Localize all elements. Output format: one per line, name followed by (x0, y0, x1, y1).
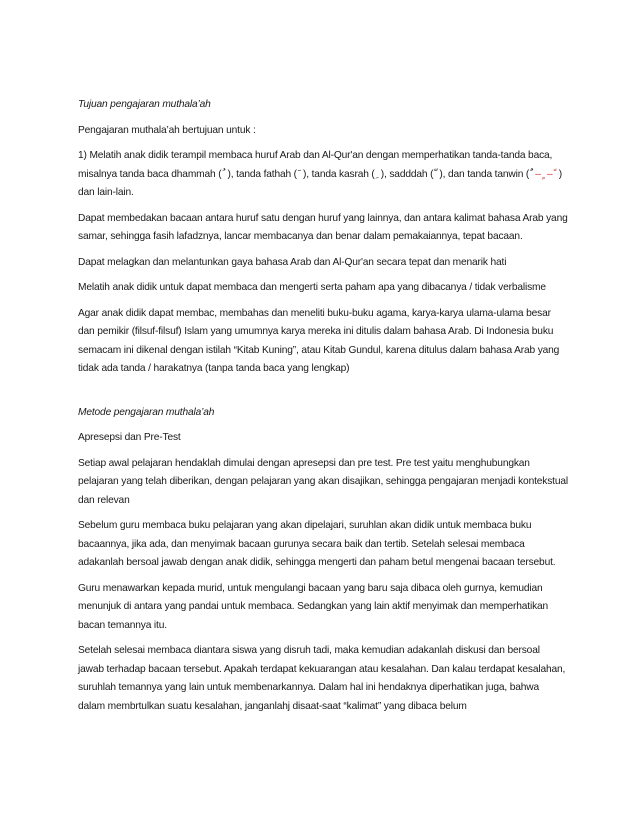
paragraph-1 (78, 147, 568, 203)
paragraph-intro: Pengajaran muthala’ah bertujuan untuk : (78, 124, 256, 136)
paragraph-4: Melatih anak didik untuk dapat membaca dan mengerti serta paham apa yang dibacanya / tidak verbalisme (78, 282, 546, 293)
p1-text-2: ), tanda fathah ( (227, 168, 297, 180)
paragraph-9: Guru menawarkan kepada murid, untuk mengulangi bacaan yang baru saja dibaca oleh gurnya, kemudian menunjuk di antara yang pandai untuk membaca. Sedangkan yang lain aktif menyimak dan memperhatikan bacan temannya itu. (78, 582, 549, 631)
p1-text-5: ), dan tanda tanwin ( (439, 168, 530, 180)
paragraph-6: Apresepsi dan Pre-Test (78, 432, 181, 443)
paragraph-7: Setiap awal pelajaran hendaklah dimulai dengan apresepsi dan pre test. Pre test yaitu menghubungkan pelajaran yang telah diberikan, dengan pelajaran yang akan disajikan, sehingga pengajaran menjadi kontekstual dan relevan (78, 457, 568, 506)
paragraph-10: Setelah selesai membaca diantara siswa yang disruh tadi, maka kemudian adakanlah diskusi dan bersoal jawab terhadap bacaan tersebut. Apakah terdapat kekuarangan atau kesalahan. Dan kalau terdapat kesalahan, suruhlah temannya yang lain untuk membenarkannya. Dalam hal ini hendaknya diperhatikan juga, bahwa dalam membrtulkan suatu kesalahan, janganlahj disaat-saat “kalimat” yang dibaca belum (78, 645, 566, 712)
section-gap (78, 386, 568, 404)
paragraph-2: Dapat membedakan bacaan antara huruf satu dengan huruf yang lainnya, dan antara kalimat bahasa Arab yang samar, sehingga fasih lafadznya, lancar membacanya dan benar dalam pemakaiannya, tepat bacaan. (78, 212, 568, 242)
paragraph-5: Agar anak didik dapat membac, membahas dan meneliti buku-buku agama, karya-karya ulama-ulama besar dan pemikir (filsuf-filsuf) Islam yang umumnya karya mereka ini ditulis dalam bahasa Arab. Di Indonesia buku semacam ini dikenal dengan istilah “Kitab Kuning”, atau Kitab Gundul, karena ditulus dalam bahasa Arab yang tidak ada tanda / harakatnya (tanpa tanda baca yang lengkap) (78, 307, 560, 374)
section-heading-tujuan: Tujuan pengajaran muthala’ah (78, 99, 211, 110)
p1-text-6: ) dan lain-lain. (78, 168, 562, 198)
paragraph-3: Dapat melagkan dan melantunkan gaya bahasa Arab dan Al-Qur'an secara tepat dan menarik hati (78, 256, 507, 268)
p1-text-3: ), tanda kasrah ( (303, 168, 375, 180)
p1-text-4: ), sadddah ( (380, 168, 434, 180)
p1-text-1: 1) Melatih anak didik terampil membaca huruf Arab dan Al-Qur'an dengan memperhatikan tanda-tanda baca, misalnya tanda baca dhammah ( (78, 150, 553, 180)
paragraph-8: Sebelum guru membaca buku pelajaran yang akan dipelajari, suruhlan akan didik untuk membaca buku bacaannya, jika ada, dan menyimak bacaan gurunya secara baik dan tertib. Setelah selesai membaca adakanlah bersoal jawab dengan anak didik, sehingga mengerti dan paham betul mengenai bacaan tersebut. (78, 520, 556, 568)
document-body (78, 96, 568, 723)
section-heading-metode: Metode pengajaran muthala’ah (78, 406, 215, 418)
tanwin-marks: ٌ – ٍ – ً (532, 168, 556, 180)
